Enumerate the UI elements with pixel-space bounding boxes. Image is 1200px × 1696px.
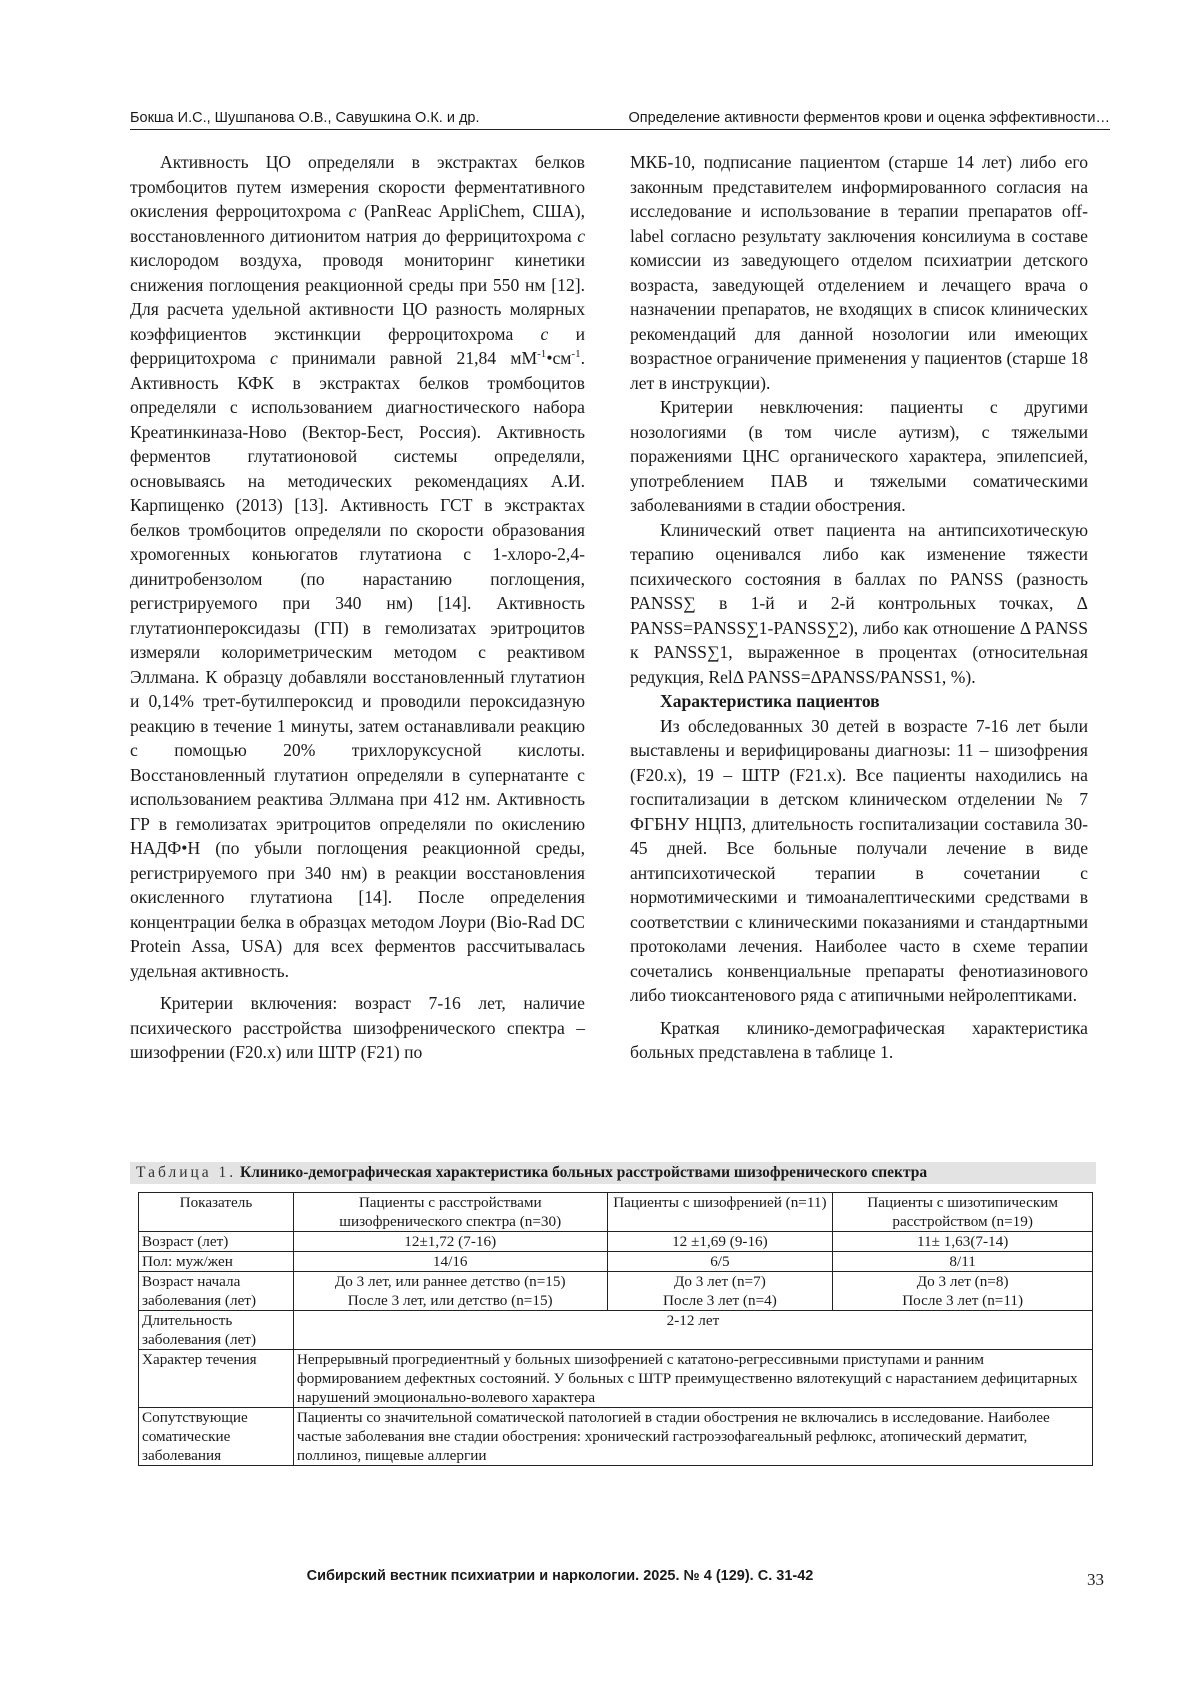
table-row bbox=[139, 1252, 1093, 1272]
italic-c: c bbox=[348, 201, 357, 221]
table-cell: Пациенты со значительной соматической патологией в стадии обострения не включались в исследование. Наиболее частые заболевания вне стадии обострения: хронический гастроэзофагеальный рефлюкс, атопический дерматит, поллиноз, пищевые аллергии bbox=[293, 1408, 1092, 1466]
text-run: и феррицитохрома bbox=[130, 323, 585, 368]
paragraph-clinical-response: Клинический ответ пациента на антипсихотическую терапию оценивался либо как изменение тяжести психического состояния в баллах по PANSS (разность PANSS∑ в 1-й и 2-й контрольных точках, Δ PANSS=PANSS∑1-PANSS∑2), либо как отношение Δ PANSS к PANSS∑1, выраженное в процентах (относительная редукция, RelΔ PANSS=ΔPANSS/PANSS1, %). bbox=[630, 519, 1088, 687]
table-row bbox=[139, 1272, 1093, 1311]
row-label: Возраст начала заболевания (лет) bbox=[139, 1272, 294, 1311]
header-cell: Пациенты с шизофренией (n=11) bbox=[607, 1193, 833, 1232]
header-title: Определение активности ферментов крови и оценка эффективности… bbox=[628, 110, 1110, 126]
table-cell: 14/16 bbox=[293, 1252, 607, 1272]
text-run: Активность ЦО определяли в экстрактах белков тромбоцитов путем измерения скорости ферментативного окисления ферроцитохрома bbox=[130, 152, 585, 221]
paragraph-inclusion-cont: МКБ-10, подписание пациентом (старше 14 лет) либо его законным представителем информированного согласия на исследование и использование в терапии препаратов off-label согласно результату заключения консилиума в составе комиссии из заведующего отделом психиатрии детского возраста, заведующей отделением и лечащего врача о назначении препаратов, не входящих в список клинических рекомендаций для данной нозологии или имеющих возрастное ограничение применения у пациентов (старше 18 лет в инструкции). bbox=[630, 152, 1088, 393]
table-row bbox=[139, 1350, 1093, 1408]
paragraph-table-ref: Краткая клинико-демографическая характеристика больных представлена в таблице 1. bbox=[630, 1017, 1088, 1062]
table-cell bbox=[607, 1272, 833, 1311]
right-column bbox=[630, 150, 1088, 1065]
paragraph-inclusion: Критерии включения: возраст 7-16 лет, наличие психического расстройства шизофренического спектра – шизофрении (F20.x) или ШТР (F21) по bbox=[130, 993, 585, 1062]
cell-line: После 3 лет, или детство (n=15) bbox=[347, 1292, 553, 1309]
table-caption bbox=[130, 1162, 1096, 1184]
paragraph-methods bbox=[130, 150, 585, 983]
italic-c: c bbox=[540, 323, 549, 344]
demographics-table bbox=[138, 1192, 1093, 1466]
table-label: Таблица 1. bbox=[136, 1164, 237, 1181]
row-label: Пол: муж/жен bbox=[139, 1252, 294, 1272]
table-cell: 11± 1,63(7-14) bbox=[833, 1232, 1093, 1252]
header-authors: Бокша И.С., Шушпанова О.В., Савушкина О.К. и др. bbox=[130, 110, 480, 126]
cell-line: До 3 лет (n=8) bbox=[916, 1273, 1009, 1290]
page-footer bbox=[130, 1568, 1110, 1592]
row-label: Длительность заболевания (лет) bbox=[139, 1311, 294, 1350]
table-header-row bbox=[139, 1193, 1093, 1232]
table-row bbox=[139, 1311, 1093, 1350]
cell-line: После 3 лет (n=11) bbox=[902, 1292, 1024, 1309]
header-cell: Показатель bbox=[139, 1193, 294, 1232]
paragraph-patients: Из обследованных 30 детей в возрасте 7-16 лет были выставлены и верифицированы диагнозы: 11 – шизофрения (F20.x), 19 – ШТР (F21.x). Все пациенты находились на госпитализации в детском клиническом отделении № 7 ФГБНУ НЦПЗ, длительность госпитализации составила 30-45 дней. Все больные получали лечение в виде антипсихотической терапии в сочетании с нормотимическими и тимоаналептическими средствами в соответствии с клиническими показаниями и стандартными протоколами лечения. Наиболее часто в схеме терапии сочетались конвенциальные препараты фенотиазинового либо тиоксантенового ряда с атипичными нейролептиками. bbox=[630, 715, 1088, 1005]
italic-c: c bbox=[577, 225, 585, 246]
table-cell bbox=[293, 1272, 607, 1311]
running-header bbox=[130, 107, 1110, 130]
text-run: (PanReac AppliChem, США), восстановленного дитионитом натрия до феррицитохрома bbox=[130, 201, 585, 246]
table-title: Клинико-демографическая характеристика больных расстройствами шизофренического спектра bbox=[240, 1164, 928, 1181]
left-column bbox=[130, 150, 585, 1065]
row-label: Характер течения bbox=[139, 1350, 294, 1408]
text-run: •см bbox=[546, 348, 572, 368]
cell-line: После 3 лет (n=4) bbox=[662, 1292, 777, 1309]
page-number: 33 bbox=[1087, 1570, 1104, 1589]
superscript: -1 bbox=[537, 348, 547, 361]
row-label: Сопутствующие соматические заболевания bbox=[139, 1408, 294, 1466]
table-cell: 2-12 лет bbox=[293, 1311, 1092, 1350]
table-cell bbox=[833, 1272, 1093, 1311]
paragraph-exclusion: Критерии невключения: пациенты с другими нозологиями (в том числе аутизм), с тяжелыми поражениями ЦНС органического характера, эпилепсией, употреблением ПАВ и тяжелыми соматическими заболеваниями в стадии обострения. bbox=[630, 397, 1088, 515]
text-run: кислородом воздуха, проводя мониторинг кинетики снижения поглощения реакционной среды при 550 нм [12]. Для расчета удельной активности ЦО разность молярных коэффициентов экстинкции ферроцитохрома bbox=[130, 250, 585, 344]
table-cell: Непрерывный прогредиентный у больных шизофренией с кататоно-регрессивными приступами и ранним формированием дефектных состояний. У больных с ШТР преимущественно вялотекущий с нарастанием дефицитарных нарушений эмоционально-волевого характера bbox=[293, 1350, 1092, 1408]
cell-line: До 3 лет, или раннее детство (n=15) bbox=[334, 1273, 566, 1290]
table-row bbox=[139, 1408, 1093, 1466]
cell-line: До 3 лет (n=7) bbox=[674, 1273, 766, 1290]
table-cell: 6/5 bbox=[607, 1252, 833, 1272]
journal-citation: Сибирский вестник психиатрии и наркологии. 2025. № 4 (129). С. 31-42 bbox=[306, 1568, 814, 1584]
section-heading: Характеристика пациентов bbox=[660, 691, 880, 711]
table-row bbox=[139, 1232, 1093, 1252]
table-cell: 12±1,72 (7-16) bbox=[293, 1232, 607, 1252]
header-cell: Пациенты с шизотипическим расстройством (n=19) bbox=[833, 1193, 1093, 1232]
italic-c: c bbox=[269, 348, 278, 368]
text-run: принимали равной 21,84 мМ bbox=[277, 348, 538, 368]
table-cell: 12 ±1,69 (9-16) bbox=[607, 1232, 833, 1252]
row-label: Возраст (лет) bbox=[139, 1232, 294, 1252]
table-cell: 8/11 bbox=[833, 1252, 1093, 1272]
header-cell: Пациенты с расстройствами шизофренического спектра (n=30) bbox=[293, 1193, 607, 1232]
text-run: . Активность КФК в экстрактах белков тромбоцитов определяли с использованием диагностического набора Креатинкиназа-Ново (Вектор-Бест, Россия). Активность ферментов глутатионовой системы определяли, основываясь на методических рекомендациях А.И. Карпищенко (2013) [13]. Активность ГСТ в экстрактах белков тромбоцитов определяли по скорости образования хромогенных коньюгатов глутатиона с 1-хлоро-2,4-динитробензолом (по нарастанию поглощения, регистрируемого при 340 нм) [14]. Активность глутатионпероксидазы (ГП) в гемолизатах эритроцитов измеряли колориметрическим методом с реактивом Эллмана. К образцу добавляли восстановленный глутатион и 0,14% трет-бутилпероксид и проводили пероксидазную реакцию в течение 1 минуты, затем останавливали реакцию с помощью 20% трихлоруксусной кислоты. Восстановленный глутатион определяли в супернатанте с использованием реактива Эллмана при 412 нм. Активность ГР в гемолизатах эритроцитов определяли по окислению НАДФ•Н (по убыли поглощения реакционной среды, регистрируемого при 340 нм) в реакции восстановления окисленного глутатиона [14]. После определения концентрации белка в образцах методом Лоури (Bio-Rad DC Protein Assa, USA) для всех ферментов рассчитывалась удельная активность. bbox=[130, 348, 585, 981]
superscript: -1 bbox=[571, 348, 581, 361]
